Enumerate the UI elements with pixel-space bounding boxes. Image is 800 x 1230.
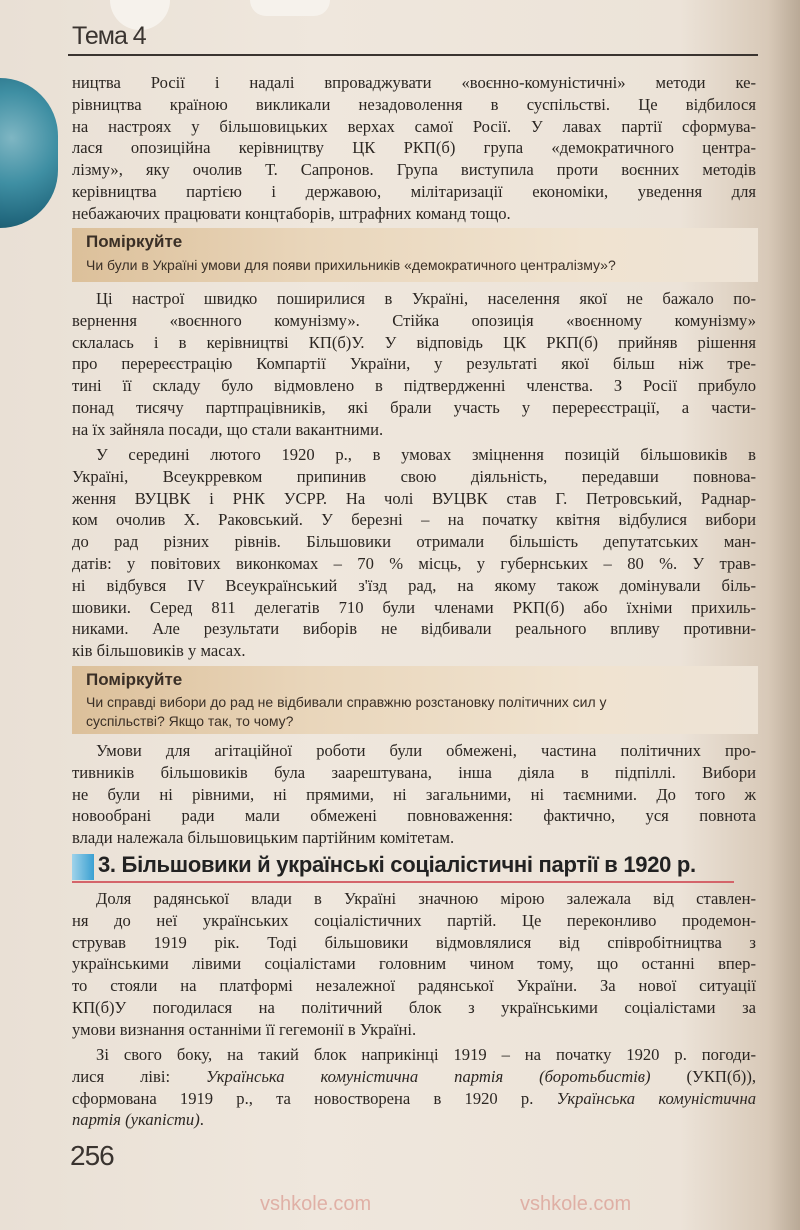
- section-marker: [72, 854, 94, 880]
- paragraph-line: керівництва партією і державою, мілітаризації економіки, уведення для: [72, 182, 756, 201]
- paragraph-line: ків більшовиків у масах.: [72, 641, 246, 661]
- paragraph-line: датів: у повітових виконкомах – 70 % місць, у губернських – 80 %. У трав-: [72, 554, 756, 573]
- paragraph-line: никами. Але результати виборів не відбивали реального впливу противни-: [72, 619, 756, 639]
- decorative-shape: [250, 0, 330, 16]
- watermark: vshkole.com: [520, 1193, 632, 1215]
- paragraph-line: [72, 1088, 756, 1109]
- paragraph-line: склалась і в керівництві КП(б)У. У відповідь ЦК РКП(б) прийняв рішення: [72, 332, 756, 352]
- paragraph-line: шовики. Серед 811 делегатів 710 були членами РКП(б) або їхніми прихиль-: [72, 597, 756, 617]
- paragraph-line: стрував 1919 рік. Тоді більшовики відмовлялися від співробітництва з: [72, 932, 756, 952]
- paragraph-line: Зі свого боку, на такий блок наприкінці 1919 – на початку 1920 р. погоди-: [96, 1045, 756, 1064]
- paragraph-line: лася опозиційна керівництву ЦК РКП(б) група «демократичного центра-: [72, 138, 756, 158]
- paragraph-line: У середині лютого 1920 р., в умовах зміцнення позицій більшовиків в: [96, 445, 756, 464]
- italic-term: партія (укапісти): [72, 1110, 200, 1130]
- text-segment: (УКП(б)),: [650, 1066, 756, 1086]
- think-box-title: Поміркуйте: [86, 232, 183, 251]
- paragraph-line: ництва Росії і надалі впроваджувати «воєнно-комуністичні» методи ке-: [72, 73, 756, 92]
- italic-term: Українська комуністична партія (боротьбистів): [206, 1066, 651, 1086]
- paragraph-line: українськими лівими соціалістами головним чином тому, що останні впер-: [72, 954, 756, 974]
- section-underline: [72, 881, 734, 883]
- paragraph-line: на настроях у більшовицьких верхах самої Росії. У лавах партії сформува-: [72, 116, 756, 136]
- paragraph-line: Україні, Всеукрревком припинив свою діяльність, передавши повнова-: [72, 466, 756, 486]
- paragraph-line: Умови для агітаційної роботи були обмежені, частина політичних про-: [96, 741, 756, 760]
- paragraph-line: влади належала більшовицьким партійним комітетам.: [72, 828, 455, 848]
- paragraph-line: небажаючих працювати концтаборів, штрафних команд тощо.: [72, 203, 511, 223]
- paragraph-line: [72, 1066, 756, 1087]
- paragraph-line: рівництва країною викликали незадоволення в суспільстві. Це відбилося: [72, 94, 756, 114]
- paragraph-line: на їх зайняла посади, що стали вакантними.: [72, 419, 384, 439]
- paragraph-line: Ці настрої швидко поширилися в Україні, населення якої не бажало по-: [96, 289, 756, 308]
- think-box-question: суспільстві? Якщо так, то чому?: [86, 713, 294, 729]
- paragraph-line: [72, 1109, 756, 1130]
- paragraph-line: ком очолив Х. Раковський. У березні – на початку квітня відбулися вибори: [72, 510, 756, 530]
- paragraph-line: Доля радянської влади в Україні значною мірою залежала від ставлен-: [96, 889, 756, 908]
- text-segment: лися ліві:: [72, 1066, 207, 1086]
- paragraph-line: ження ВУЦВК і РНК УСРР. На чолі ВУЦВК став Г. Петровський, Раднар-: [72, 488, 756, 508]
- think-box-question: Чи були в Україні умови для появи прихильників «демократичного централізму»?: [86, 257, 616, 273]
- paragraph-line: ні відбувся IV Всеукраїнський з'їзд рад, на якому також домінували біль-: [72, 575, 756, 595]
- paragraph-line: понад тисячу партпрацівників, які брали участь у перереєстрації, а части-: [72, 398, 756, 417]
- paragraph-line: не були ні рівними, ні прямими, ні загальними, ні таємними. До того ж: [72, 784, 756, 804]
- paragraph-line: ня до неї українських соціалістичних партій. Це переконливо продемон-: [72, 910, 756, 930]
- paragraph-line: КП(б)У погодилася на політичний блок з українськими соціалістами за: [72, 998, 756, 1017]
- paragraph-line: новообрані ради мали обмежені повноваження: фактично, уся повнота: [72, 806, 756, 826]
- think-box: [72, 666, 758, 734]
- chapter-header: Тема 4: [72, 22, 146, 50]
- section-heading: 3. Більшовики й українські соціалістичні партії в 1920 р.: [98, 852, 696, 877]
- paragraph-line: умови визнання останніми її гегемонії в Україні.: [72, 1019, 417, 1039]
- paragraph-line: то стояли на платформі незалежної радянської України. За нової ситуації: [72, 976, 756, 996]
- italic-term: Українська комуністична: [556, 1088, 756, 1108]
- watermark: vshkole.com: [260, 1193, 372, 1215]
- page-number: 256: [70, 1140, 114, 1171]
- paragraph-line: про перереєстрацію Компартії України, у результаті якої більш ніж тре-: [72, 354, 756, 374]
- paragraph-line: лізму», яку очолив Т. Сапронов. Група виступила проти воєнних методів: [72, 160, 756, 180]
- globe-illustration: [0, 78, 58, 228]
- paragraph-line: тині її складу було відмовлено в підтвердженні членства. З Росії прибуло: [72, 376, 756, 396]
- paragraph-line: вернення «воєнного комунізму». Стійка опозиція «воєнному комунізму»: [72, 310, 756, 330]
- text-segment: .: [199, 1110, 204, 1130]
- think-box-question: Чи справді вибори до рад не відбивали справжню розстановку політичних сил у: [86, 694, 607, 710]
- paragraph-line: до рад різних рівнів. Більшовики отримали більшість депутатських ман-: [72, 532, 756, 552]
- header-rule: [68, 54, 758, 56]
- think-box-title: Поміркуйте: [86, 670, 183, 689]
- paragraph-line: тивників більшовиків була заарештувана, інша діяла в підпіллі. Вибори: [72, 762, 756, 782]
- think-box: [72, 228, 758, 282]
- text-segment: сформована 1919 р., та новостворена в 1920 р.: [72, 1088, 557, 1108]
